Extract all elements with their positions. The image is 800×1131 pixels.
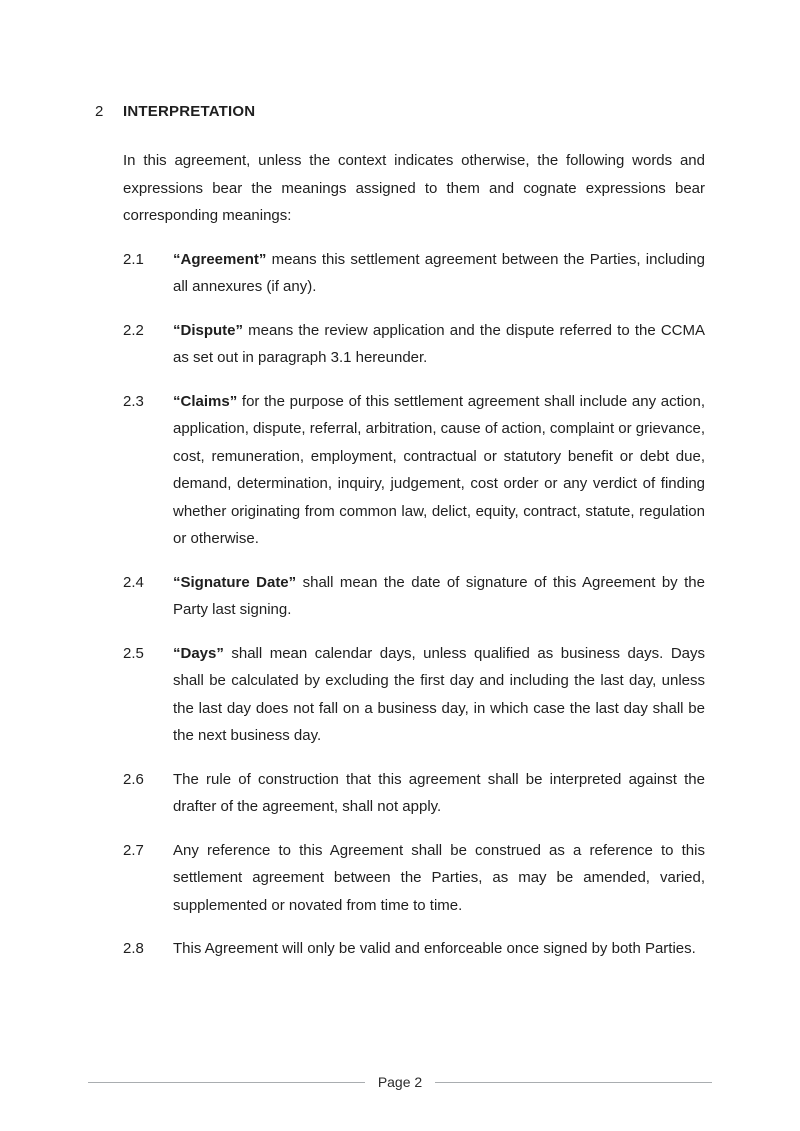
clause-text-rest: shall mean calendar days, unless qualified as business days. Days shall be calculated by excluding the first day and including the last day, unless the last day does not fall on a business day, in which case the last day shall be the next business day. [173,644,705,744]
clause-2-4 [123,569,705,624]
page-number: Page 2 [377,1074,423,1090]
clause-2-8 [123,935,705,963]
clause-text [173,246,705,301]
clause-text-rest: The rule of construction that this agreement shall be interpreted against the drafter of the agreement, shall not apply. [173,770,705,815]
clause-text [173,935,705,963]
document-content [95,103,705,979]
clause-text-rest: shall mean the date of signature of this Agreement by the Party last signing. [173,573,705,618]
clause-text-rest: This Agreement will only be valid and enforceable once signed by both Parties. [173,940,696,957]
clause-number: 2.4 [123,573,144,591]
intro-paragraph: In this agreement, unless the context indicates otherwise, the following words and expressions bear the meanings assigned to them and cognate expressions bear corresponding meanings: [123,152,705,224]
clause-text [173,317,705,372]
clause-number: 2.5 [123,644,144,662]
footer-rule-left [88,1082,365,1083]
clause-number: 2.7 [123,841,144,859]
clause-text-rest: for the purpose of this settlement agreement shall include any action, application, dispute, referral, arbitration, cause of action, complaint or grievance, cost, remuneration, employment, contractual or statutory benefit or debt due, demand, determination, inquiry, judgement, cost order or any verdict of finding whether originating from common law, delict, equity, contract, statute, regulation or otherwise. [173,392,705,547]
clause-text-rest: Any reference to this Agreement shall be construed as a reference to this settlement agreement between the Parties, as may be amended, varied, supplemented or novated from time to time. [173,841,705,914]
page-footer [88,1072,712,1092]
clause-number: 2.3 [123,392,144,410]
defined-term: “Agreement” [173,250,267,268]
clause-2-2 [123,317,705,372]
clause-text [173,837,705,920]
clause-text [173,766,705,821]
section-title: INTERPRETATION [123,103,256,120]
clause-2-6 [123,766,705,821]
clause-number: 2.1 [123,250,144,268]
clause-2-5 [123,640,705,750]
clause-text [173,640,705,750]
section-number: 2 [95,103,104,120]
defined-term: “Dispute” [173,321,244,339]
clause-text-rest: means the review application and the dispute referred to the CCMA as set out in paragraph 3.1 hereunder. [173,321,705,366]
clause-text [173,569,705,624]
clause-2-3 [123,388,705,553]
clause-2-1 [123,246,705,301]
clause-number: 2.2 [123,321,144,339]
defined-term: “Days” [173,644,224,662]
footer-rule-right [435,1082,712,1083]
clause-number: 2.6 [123,770,144,788]
defined-term: “Signature Date” [173,573,297,591]
clause-2-7 [123,837,705,920]
section-heading [95,103,705,120]
clause-text [173,388,705,553]
clause-text-rest: means this settlement agreement between the Parties, including all annexures (if any). [173,250,705,295]
clause-number: 2.8 [123,940,144,957]
defined-term: “Claims” [173,392,238,410]
